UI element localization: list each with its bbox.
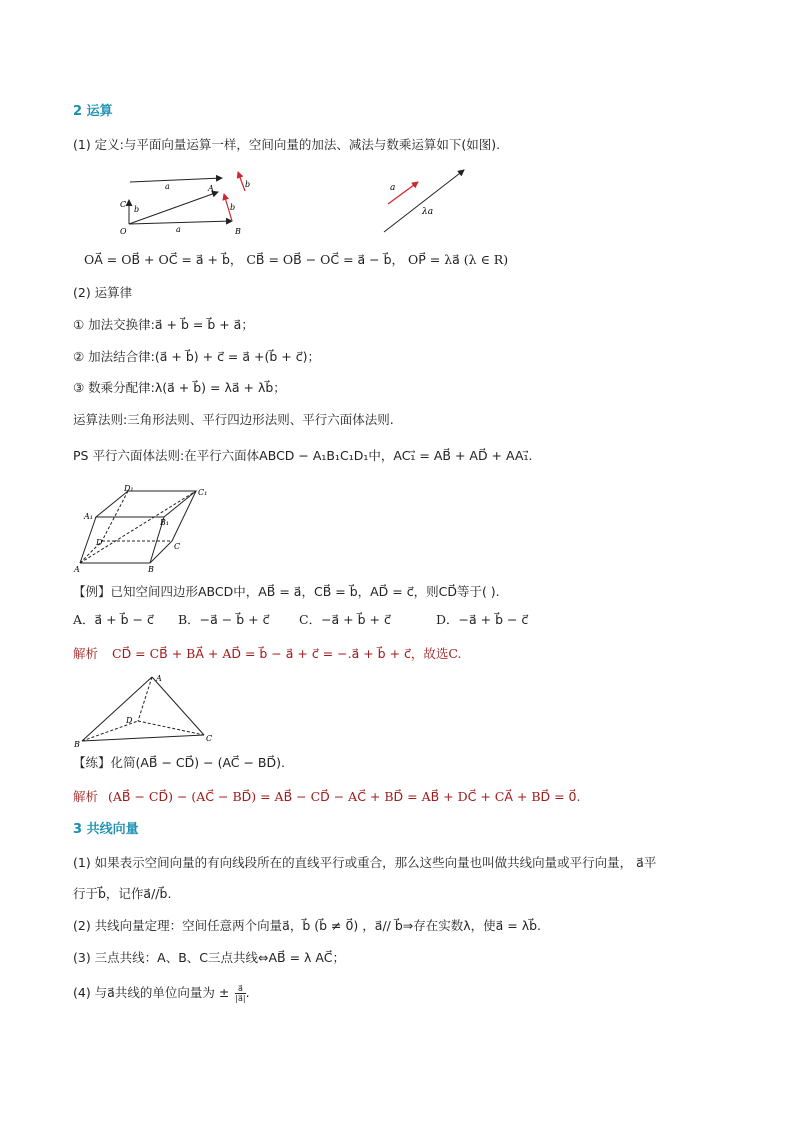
svg-text:D₁: D₁ <box>124 484 134 493</box>
vector-a-top <box>130 178 222 182</box>
top-face <box>96 491 196 517</box>
fraction-denominator: |a⃗| <box>235 994 246 1003</box>
practice-question: 【练】化简(AB⃗ − CD⃗) − (AC⃗ − BD⃗). <box>73 755 285 770</box>
svg-text:A: A <box>74 565 80 574</box>
option-a: A．a⃗ + b⃗ − c⃗ <box>73 612 154 627</box>
example-solution: CD⃗ = CB⃗ + BA⃗ + AD⃗ = b⃗ − a⃗ + c⃗ = −.a⃗ + b⃗ + c⃗，故选C. <box>112 646 462 661</box>
law-distributive: ③ 数乘分配律:λ(a⃗ + b⃗) = λa⃗ + λb⃗； <box>73 380 286 395</box>
svg-text:B: B <box>148 565 154 574</box>
three-points-collinear: (3) 三点共线：A、B、C三点共线⇔AB⃗ = λ AC⃗； <box>73 950 345 965</box>
example-question: 【例】已知空间四边形ABCD中，AB⃗ = a⃗，CB⃗ = b⃗，AD⃗ = c⃗，则CD⃗等于( ). <box>73 584 500 599</box>
label-b-mid: b <box>134 205 140 214</box>
unit-vector-prefix: (4) 与a⃗共线的单位向量为 ± <box>73 985 230 1000</box>
label-b-right: b <box>245 180 251 189</box>
svg-text:D: D <box>126 716 133 725</box>
collinear-definition-line1: (1) 如果表示空间向量的有向线段所在的直线平行或重合，那么这些向量也叫做共线向量或平行向量， a⃗平 <box>73 855 657 870</box>
example-solution-label: 解析 <box>73 646 99 661</box>
svg-text:C: C <box>206 734 213 743</box>
label-a-top: a <box>165 182 170 191</box>
vector-oa <box>129 192 218 224</box>
practice-solution: (AB⃗ − CD⃗) − (AC⃗ − BD⃗) = AB⃗ − CD⃗ − AC⃗ + BD⃗ = AB⃗ + DC⃗ + CA⃗ + BD⃗ = 0⃗. <box>108 789 581 804</box>
option-c: C．−a⃗ + b⃗ + c⃗ <box>299 612 391 627</box>
svg-text:C: C <box>174 542 181 551</box>
practice-solution-label: 解析 <box>73 789 99 804</box>
label-b-side: b <box>230 203 236 212</box>
parallelepiped-figure <box>70 483 220 575</box>
operation-formula: OA⃗ = OB⃗ + OC⃗ = a⃗ + b⃗， CB⃗ = OB⃗ − OC⃗ = a⃗ − b⃗， OP⃗ = λa⃗ (λ ∈ R) <box>84 252 509 267</box>
label-a: a <box>390 183 396 193</box>
law-associative: ② 加法结合律:(a⃗ + b⃗) + c⃗ = a⃗ +(b⃗ + c⃗)； <box>73 349 320 364</box>
label-C: C <box>120 200 127 209</box>
unit-vector-fraction <box>235 984 245 1003</box>
definition-text: (1) 定义:与平面向量运算一样，空间向量的加法、减法与数乘运算如下(如图). <box>73 137 501 152</box>
section-2-title: 2 运算 <box>73 104 113 119</box>
vector-ob <box>129 221 232 224</box>
label-O: O <box>120 227 127 236</box>
vector-lambda-a <box>384 170 464 232</box>
operation-rules: 运算法则:三角形法则、平行四边形法则、平行六面体法则. <box>73 412 394 427</box>
svg-text:B₁: B₁ <box>160 518 170 527</box>
parallelepiped-rule: PS 平行六面体法则:在平行六面体ABCD − A₁B₁C₁D₁中，AC₁⃗ = AB⃗ + AD⃗ + AA₁⃗. <box>73 448 533 463</box>
collinear-definition-line2: 行于b⃗，记作a⃗//b⃗. <box>73 886 172 901</box>
label-lambda-a: λa <box>422 207 434 217</box>
tetrahedron-figure <box>72 671 222 749</box>
option-d: D．−a⃗ + b⃗ − c⃗ <box>436 612 529 627</box>
vector-b-red-right <box>238 172 245 191</box>
svg-text:C₁: C₁ <box>198 488 208 497</box>
fraction-numerator: a⃗ <box>235 984 245 994</box>
laws-title: (2) 运算律 <box>73 285 133 300</box>
unit-vector-statement: (4) 与a⃗共线的单位向量为 ± $\frac{a⃗}{|a⃗|}$ . <box>73 984 250 1003</box>
law-commutative: ① 加法交换律:a⃗ + b⃗ = b⃗ + a⃗； <box>73 317 254 332</box>
collinear-theorem: (2) 共线向量定理：空间任意两个向量a⃗，b⃗ (b⃗ ≠ 0⃗) ，a⃗// b⃗⇒存在实数λ，使a⃗ = λb⃗. <box>73 918 542 933</box>
svg-text:A₁: A₁ <box>84 512 93 521</box>
svg-text:B: B <box>74 740 80 749</box>
vector-addition-figure <box>110 164 270 238</box>
scalar-multiplication-figure <box>378 162 478 238</box>
svg-text:D: D <box>96 538 103 547</box>
label-a-bottom: a <box>176 225 181 234</box>
svg-text:A: A <box>156 674 162 683</box>
option-b: B．−a⃗ − b⃗ + c⃗ <box>178 612 270 627</box>
label-B: B <box>235 227 241 236</box>
section-3-title: 3 共线向量 <box>73 822 139 837</box>
label-A: A <box>208 184 214 193</box>
